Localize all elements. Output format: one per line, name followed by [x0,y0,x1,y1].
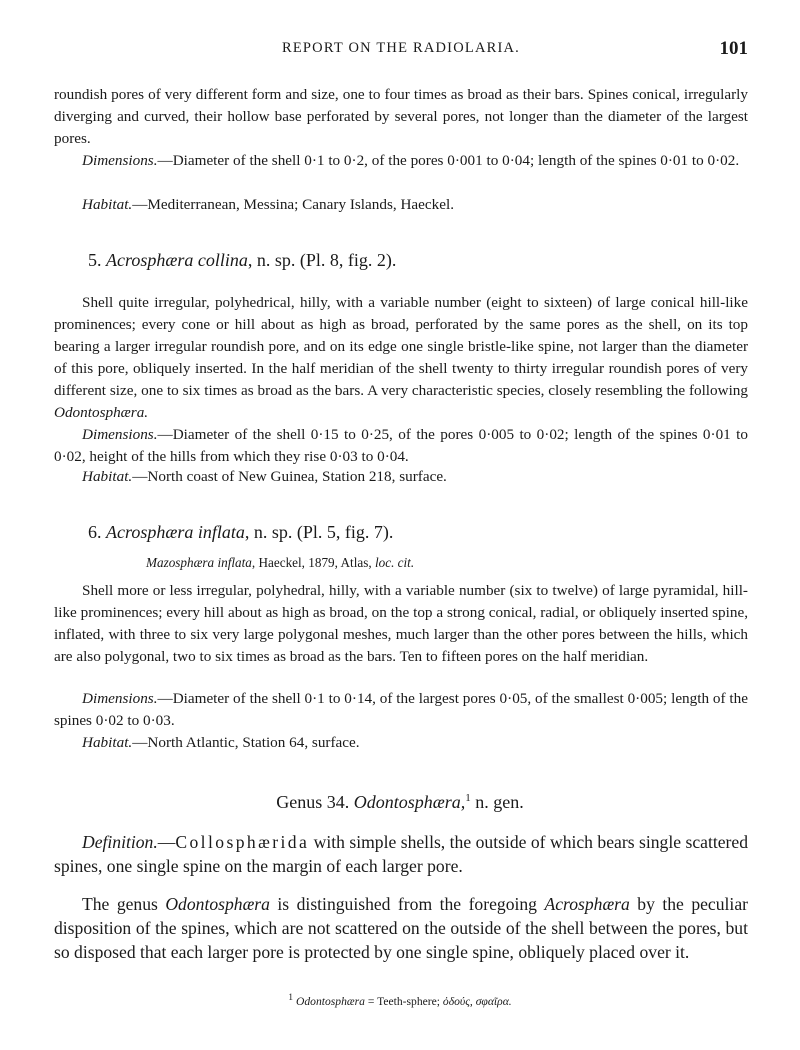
footnote-greek: ὀδούς, σφαῖρα. [442,994,512,1008]
body-genus-name-2: Acrosphæra [544,894,630,914]
footnote-text: = Teeth-sphere; [364,994,443,1008]
synonym-reference: loc. cit. [374,555,415,570]
description-text: Shell quite irregular, polyhedrical, hilly, with a variable number (eight to sixteen) of large conical hill-like prominences; every cone or hill about as high as broad, perforated by the same pores as the shell, on its top bearing a larger irregular roundish pore, and on its edge one single bristle-like spine, not larger than the diameter of this pore, obliquely inserted. In the half meridian of the shell twenty to thirty irregular roundish pores of very different size, one to six times as broad as the bars. A very characteristic species, closely resembling the following [54,294,748,399]
running-title: REPORT ON THE RADIOLARIA. [281,40,521,56]
species-6-description: Shell more or less irregular, polyhedral, hilly, with a variable number (six to twelve) of large pyramidal, hill-like prominences; every hill about as high as broad, on the top a strong conical, radial, or obliquely inserted spine, inflated, with three to six very large polygonal meshes, much larger than the other pores between the hills, which are also polygonal, two to six times as broad as the bars. Ten to fifteen pores on the half meridian. [54,582,748,665]
species-name: Acrosphæra collina [106,250,248,270]
definition-dash: — [157,832,176,852]
dimensions-label: Dimensions. [82,690,158,707]
habitat-text: —North Atlantic, Station 64, surface. [132,734,360,751]
species-6-heading [88,522,393,543]
species-6-synonym [146,555,414,571]
definition-label: Definition. [82,832,158,852]
synonym-rest: , Haeckel, 1879, Atlas, [251,555,375,570]
habitat-label: Habitat. [82,734,133,751]
species-number: 5. [88,250,102,270]
species-5-dimensions [54,424,748,468]
body-text-3: by the peculiar disposition of the spines, which are not scattered on the outside of the shell between the pores, but so disposed that each larger pore is protected by one single spine, obliquely placed over it. [54,894,748,962]
habitat-text: —North coast of New Guinea, Station 218, surface. [132,468,447,485]
dimensions-text: —Diameter of the shell 0·15 to 0·25, of the pores 0·005 to 0·02; length of the spines 0·01 to 0·02, height of the hills from which they rise 0·03 to 0·04. [54,426,748,465]
definition-text: with simple shells, the outside of which bears single scattered spines, one single spine on the margin of each larger pore. [54,832,748,876]
dimensions-text: —Diameter of the shell 0·1 to 0·14, of the largest pores 0·05, of the smallest 0·005; length of the spines 0·02 to 0·03. [54,690,748,729]
intro-paragraph: roundish pores of very different form and size, one to four times as broad as their bars. Spines conical, irregularly diverging and curved, their hollow base perforated by several pores, not longer than the diameter of the largest pores. [54,86,748,147]
species-5-heading [88,250,396,271]
description-genus: Odontosphæra. [54,404,149,421]
genus-body [54,892,748,964]
genus-heading [0,792,800,813]
genus-definition [54,830,748,878]
footnote-marker: 1 [465,792,471,804]
intro-dimensions [54,150,748,172]
genus-name: Odontosphæra, [353,792,466,812]
genus-prefix: Genus 34. [276,792,354,812]
species-5-description [54,292,748,424]
footnote-mark: 1 [288,992,294,1003]
dimensions-label: Dimensions. [82,426,158,443]
habitat-text: —Mediterranean, Messina; Canary Islands, Haeckel. [132,196,454,213]
intro-habitat [54,194,748,216]
species-heading-rest: , n. sp. (Pl. 8, fig. 2). [247,250,397,270]
species-5-habitat [54,466,748,488]
habitat-label: Habitat. [82,196,133,213]
body-text-2: is distinguished from the foregoing [269,894,545,914]
footnote-term: Odontosphæra [296,994,365,1008]
habitat-label: Habitat. [82,468,133,485]
dimensions-text: —Diameter of the shell 0·1 to 0·2, of the pores 0·001 to 0·04; length of the spines 0·01 to 0·02. [157,152,740,169]
species-6-dimensions [54,688,748,732]
footnote [0,992,800,1008]
dimensions-label: Dimensions. [82,152,158,169]
species-6-habitat [54,732,748,754]
genus-suffix: n. gen. [470,792,524,812]
body-genus-name-1: Odontosphæra [165,894,270,914]
species-name: Acrosphæra inflata [106,522,245,542]
page-number: 101 [719,38,748,59]
running-header [54,38,748,62]
definition-family: Collosphærida [175,832,310,852]
synonym-name: Mazosphæra inflata [146,555,252,570]
species-number: 6. [88,522,102,542]
species-heading-rest: , n. sp. (Pl. 5, fig. 7). [244,522,394,542]
body-text-1: The genus [82,894,166,914]
